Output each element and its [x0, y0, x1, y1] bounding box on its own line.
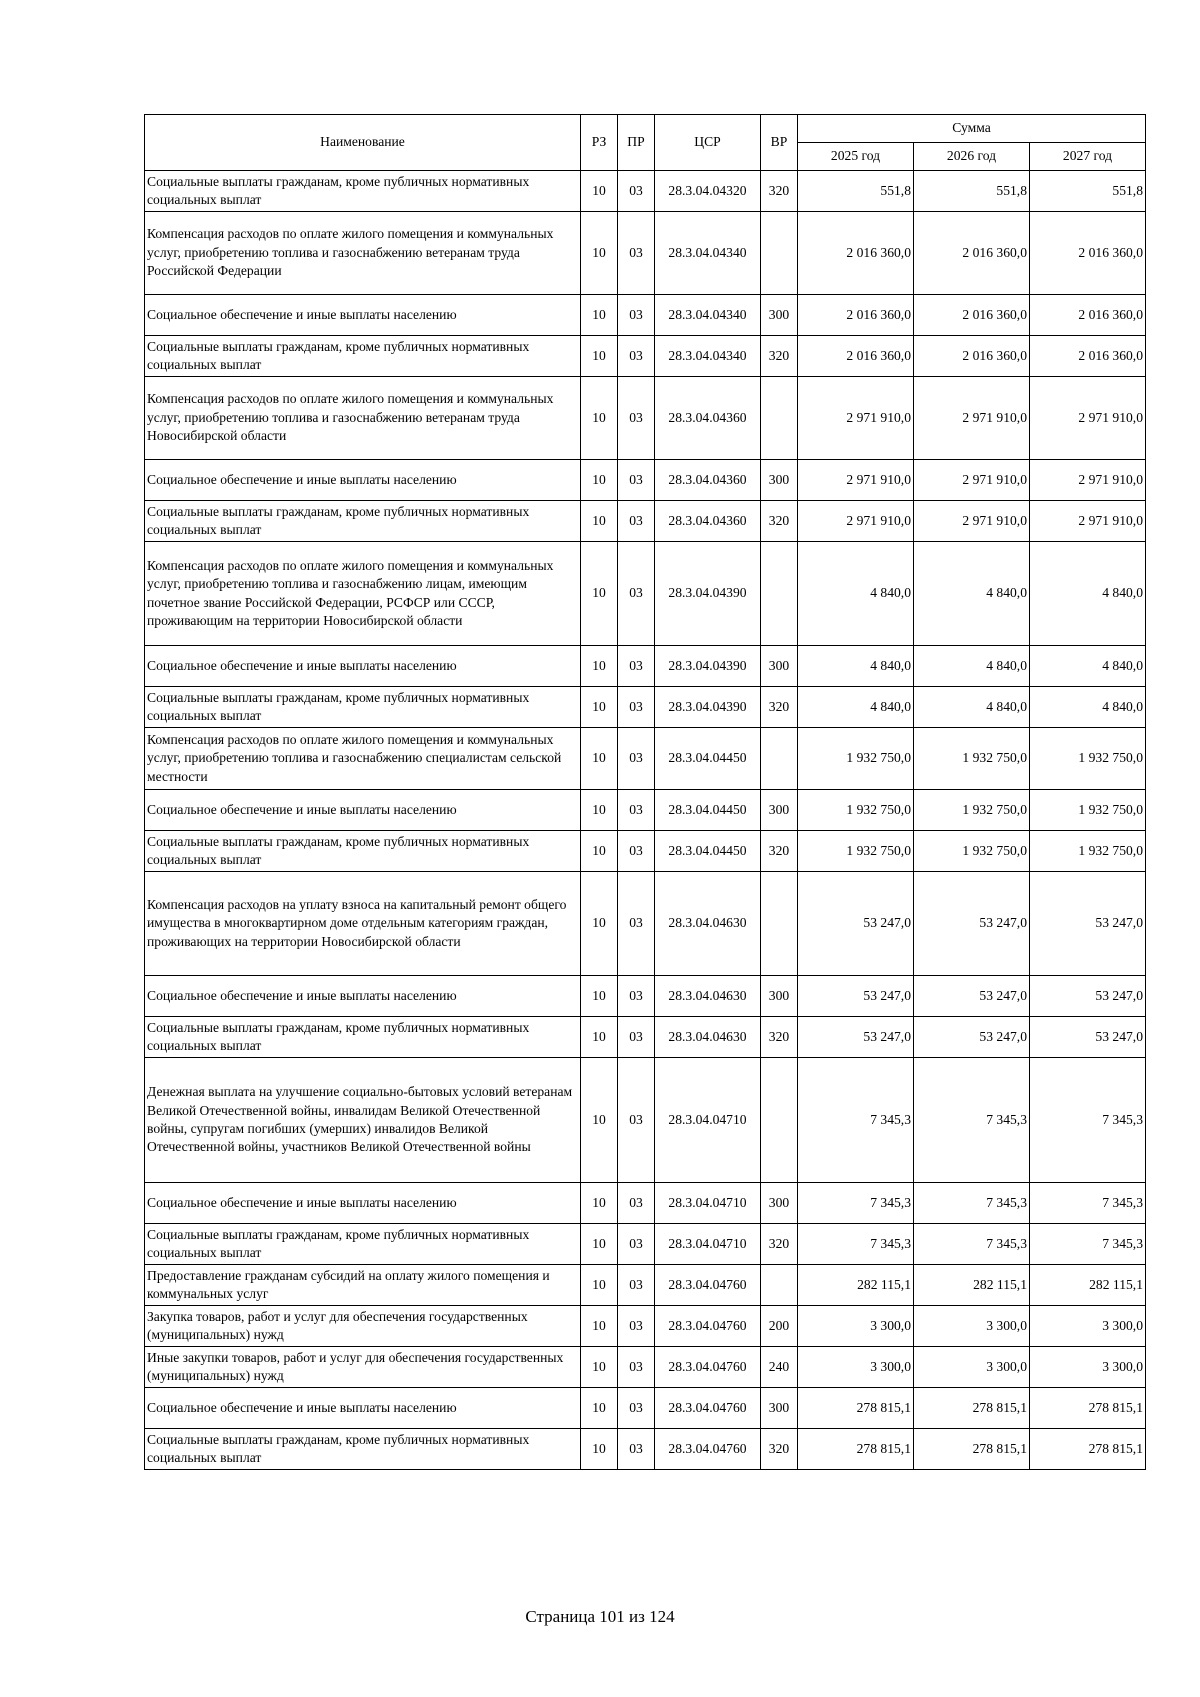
row-pr: 03 — [618, 1388, 655, 1429]
row-pr: 03 — [618, 1183, 655, 1224]
row-csr: 28.3.04.04390 — [655, 646, 761, 687]
table-row — [145, 790, 1146, 831]
row-amount-2027: 53 247,0 — [1030, 976, 1146, 1017]
row-pr: 03 — [618, 336, 655, 377]
row-name: Предоставление гражданам субсидий на оплату жилого помещения и коммунальных услуг — [145, 1265, 581, 1306]
row-rz: 10 — [581, 831, 618, 872]
row-pr: 03 — [618, 646, 655, 687]
row-vr: 320 — [761, 1224, 798, 1265]
row-name: Социальное обеспечение и иные выплаты населению — [145, 295, 581, 336]
row-vr: 320 — [761, 336, 798, 377]
row-pr: 03 — [618, 1347, 655, 1388]
row-amount-2027: 278 815,1 — [1030, 1429, 1146, 1470]
row-csr: 28.3.04.04360 — [655, 460, 761, 501]
row-vr: 300 — [761, 976, 798, 1017]
table-row — [145, 1347, 1146, 1388]
row-rz: 10 — [581, 646, 618, 687]
row-rz: 10 — [581, 790, 618, 831]
table-body — [145, 171, 1146, 1470]
row-amount-2025: 2 971 910,0 — [798, 460, 914, 501]
row-rz: 10 — [581, 872, 618, 976]
row-name: Социальное обеспечение и иные выплаты населению — [145, 646, 581, 687]
row-name: Социальное обеспечение и иные выплаты населению — [145, 1388, 581, 1429]
row-pr: 03 — [618, 1058, 655, 1183]
row-amount-2026: 4 840,0 — [914, 687, 1030, 728]
row-pr: 03 — [618, 377, 655, 460]
row-name: Денежная выплата на улучшение социально-бытовых условий ветеранам Великой Отечественной войны, инвалидам Великой Отечественной войны, супругам погибших (умерших) инвалидов Великой Отечественной войны, участников Великой Отечественной войны — [145, 1058, 581, 1183]
row-amount-2026: 7 345,3 — [914, 1224, 1030, 1265]
row-vr: 320 — [761, 1017, 798, 1058]
row-amount-2027: 282 115,1 — [1030, 1265, 1146, 1306]
row-rz: 10 — [581, 212, 618, 295]
row-amount-2025: 53 247,0 — [798, 872, 914, 976]
row-name: Компенсация расходов на уплату взноса на капитальный ремонт общего имущества в многоквартирном доме отдельным категориям граждан, проживающих на территории Новосибирской области — [145, 872, 581, 976]
row-vr: 300 — [761, 646, 798, 687]
row-amount-2026: 7 345,3 — [914, 1183, 1030, 1224]
row-amount-2025: 278 815,1 — [798, 1429, 914, 1470]
row-amount-2027: 1 932 750,0 — [1030, 831, 1146, 872]
row-amount-2027: 2 016 360,0 — [1030, 212, 1146, 295]
row-vr — [761, 1058, 798, 1183]
header-2027: 2027 год — [1030, 143, 1146, 171]
row-csr: 28.3.04.04760 — [655, 1429, 761, 1470]
row-name: Социальное обеспечение и иные выплаты населению — [145, 976, 581, 1017]
row-vr — [761, 212, 798, 295]
table-row — [145, 1265, 1146, 1306]
row-amount-2026: 2 016 360,0 — [914, 295, 1030, 336]
row-pr: 03 — [618, 542, 655, 646]
row-rz: 10 — [581, 460, 618, 501]
row-amount-2026: 282 115,1 — [914, 1265, 1030, 1306]
row-amount-2027: 3 300,0 — [1030, 1306, 1146, 1347]
row-csr: 28.3.04.04340 — [655, 295, 761, 336]
row-rz: 10 — [581, 728, 618, 790]
row-pr: 03 — [618, 1224, 655, 1265]
row-amount-2025: 7 345,3 — [798, 1224, 914, 1265]
table-row — [145, 728, 1146, 790]
row-csr: 28.3.04.04390 — [655, 687, 761, 728]
row-pr: 03 — [618, 831, 655, 872]
row-csr: 28.3.04.04360 — [655, 501, 761, 542]
row-name: Компенсация расходов по оплате жилого помещения и коммунальных услуг, приобретению топлива и газоснабжению лицам, имеющим почетное звание Российской Федерации, РСФСР или СССР, проживающим на территории Новосибирской области — [145, 542, 581, 646]
row-name: Социальное обеспечение и иные выплаты населению — [145, 790, 581, 831]
row-vr: 300 — [761, 295, 798, 336]
table-row — [145, 1017, 1146, 1058]
row-amount-2027: 1 932 750,0 — [1030, 790, 1146, 831]
table-row — [145, 542, 1146, 646]
row-name: Социальные выплаты гражданам, кроме публичных нормативных социальных выплат — [145, 831, 581, 872]
row-amount-2027: 3 300,0 — [1030, 1347, 1146, 1388]
row-name: Социальные выплаты гражданам, кроме публичных нормативных социальных выплат — [145, 1017, 581, 1058]
table-row — [145, 460, 1146, 501]
row-amount-2027: 4 840,0 — [1030, 646, 1146, 687]
row-pr: 03 — [618, 1265, 655, 1306]
row-amount-2027: 7 345,3 — [1030, 1224, 1146, 1265]
row-name: Социальное обеспечение и иные выплаты населению — [145, 460, 581, 501]
row-vr — [761, 377, 798, 460]
row-pr: 03 — [618, 687, 655, 728]
row-amount-2026: 551,8 — [914, 171, 1030, 212]
table-row — [145, 646, 1146, 687]
row-csr: 28.3.04.04450 — [655, 790, 761, 831]
row-amount-2026: 2 971 910,0 — [914, 460, 1030, 501]
row-amount-2025: 4 840,0 — [798, 542, 914, 646]
row-amount-2025: 2 971 910,0 — [798, 501, 914, 542]
row-pr: 03 — [618, 790, 655, 831]
row-amount-2027: 53 247,0 — [1030, 872, 1146, 976]
row-amount-2027: 4 840,0 — [1030, 542, 1146, 646]
row-rz: 10 — [581, 1265, 618, 1306]
row-amount-2025: 4 840,0 — [798, 646, 914, 687]
row-vr: 320 — [761, 687, 798, 728]
row-pr: 03 — [618, 212, 655, 295]
row-rz: 10 — [581, 1429, 618, 1470]
row-amount-2025: 53 247,0 — [798, 976, 914, 1017]
row-csr: 28.3.04.04630 — [655, 976, 761, 1017]
row-amount-2025: 2 971 910,0 — [798, 377, 914, 460]
table-row — [145, 212, 1146, 295]
row-amount-2027: 2 971 910,0 — [1030, 377, 1146, 460]
row-amount-2026: 1 932 750,0 — [914, 728, 1030, 790]
row-csr: 28.3.04.04630 — [655, 872, 761, 976]
row-amount-2025: 278 815,1 — [798, 1388, 914, 1429]
table-header — [145, 115, 1146, 171]
row-vr: 240 — [761, 1347, 798, 1388]
header-vr: ВР — [761, 115, 798, 171]
table-row — [145, 377, 1146, 460]
row-amount-2025: 3 300,0 — [798, 1306, 914, 1347]
table-row — [145, 831, 1146, 872]
row-pr: 03 — [618, 1429, 655, 1470]
row-rz: 10 — [581, 1347, 618, 1388]
row-pr: 03 — [618, 501, 655, 542]
row-rz: 10 — [581, 336, 618, 377]
header-sum: Сумма — [798, 115, 1146, 143]
row-amount-2026: 2 016 360,0 — [914, 336, 1030, 377]
row-vr: 320 — [761, 831, 798, 872]
row-csr: 28.3.04.04760 — [655, 1388, 761, 1429]
row-name: Закупка товаров, работ и услуг для обеспечения государственных (муниципальных) нужд — [145, 1306, 581, 1347]
row-amount-2025: 7 345,3 — [798, 1183, 914, 1224]
header-name: Наименование — [145, 115, 581, 171]
header-rz: РЗ — [581, 115, 618, 171]
row-amount-2027: 7 345,3 — [1030, 1058, 1146, 1183]
row-rz: 10 — [581, 1183, 618, 1224]
row-amount-2026: 2 016 360,0 — [914, 212, 1030, 295]
row-rz: 10 — [581, 501, 618, 542]
row-csr: 28.3.04.04340 — [655, 212, 761, 295]
row-amount-2026: 53 247,0 — [914, 976, 1030, 1017]
row-rz: 10 — [581, 1306, 618, 1347]
row-rz: 10 — [581, 295, 618, 336]
row-amount-2027: 551,8 — [1030, 171, 1146, 212]
row-csr: 28.3.04.04450 — [655, 831, 761, 872]
row-amount-2027: 2 016 360,0 — [1030, 336, 1146, 377]
row-vr: 300 — [761, 460, 798, 501]
row-csr: 28.3.04.04710 — [655, 1183, 761, 1224]
row-amount-2025: 282 115,1 — [798, 1265, 914, 1306]
table-row — [145, 1183, 1146, 1224]
row-vr — [761, 542, 798, 646]
row-name: Социальные выплаты гражданам, кроме публичных нормативных социальных выплат — [145, 171, 581, 212]
table-row — [145, 872, 1146, 976]
row-vr: 300 — [761, 1388, 798, 1429]
row-csr: 28.3.04.04360 — [655, 377, 761, 460]
row-amount-2027: 2 971 910,0 — [1030, 501, 1146, 542]
row-amount-2026: 2 971 910,0 — [914, 501, 1030, 542]
row-pr: 03 — [618, 976, 655, 1017]
row-amount-2026: 1 932 750,0 — [914, 831, 1030, 872]
row-amount-2026: 53 247,0 — [914, 872, 1030, 976]
table-row — [145, 1429, 1146, 1470]
row-amount-2026: 278 815,1 — [914, 1429, 1030, 1470]
row-csr: 28.3.04.04340 — [655, 336, 761, 377]
row-vr — [761, 1265, 798, 1306]
row-csr: 28.3.04.04760 — [655, 1347, 761, 1388]
row-rz: 10 — [581, 542, 618, 646]
row-amount-2026: 3 300,0 — [914, 1306, 1030, 1347]
row-rz: 10 — [581, 171, 618, 212]
row-amount-2025: 1 932 750,0 — [798, 831, 914, 872]
row-amount-2027: 4 840,0 — [1030, 687, 1146, 728]
row-name: Социальные выплаты гражданам, кроме публичных нормативных социальных выплат — [145, 1429, 581, 1470]
row-rz: 10 — [581, 976, 618, 1017]
row-pr: 03 — [618, 872, 655, 976]
table-row — [145, 336, 1146, 377]
header-2025: 2025 год — [798, 143, 914, 171]
row-vr — [761, 872, 798, 976]
row-vr: 200 — [761, 1306, 798, 1347]
row-name: Социальные выплаты гражданам, кроме публичных нормативных социальных выплат — [145, 501, 581, 542]
row-csr: 28.3.04.04320 — [655, 171, 761, 212]
row-vr — [761, 728, 798, 790]
table-row — [145, 1224, 1146, 1265]
row-amount-2026: 53 247,0 — [914, 1017, 1030, 1058]
row-amount-2025: 53 247,0 — [798, 1017, 914, 1058]
header-pr: ПР — [618, 115, 655, 171]
row-rz: 10 — [581, 1388, 618, 1429]
row-vr: 300 — [761, 790, 798, 831]
row-name: Компенсация расходов по оплате жилого помещения и коммунальных услуг, приобретению топлива и газоснабжению ветеранам труда Российской Федерации — [145, 212, 581, 295]
row-rz: 10 — [581, 687, 618, 728]
row-name: Социальные выплаты гражданам, кроме публичных нормативных социальных выплат — [145, 687, 581, 728]
row-amount-2026: 278 815,1 — [914, 1388, 1030, 1429]
row-csr: 28.3.04.04390 — [655, 542, 761, 646]
row-amount-2026: 2 971 910,0 — [914, 377, 1030, 460]
table-row — [145, 1306, 1146, 1347]
row-name: Компенсация расходов по оплате жилого помещения и коммунальных услуг, приобретению топлива и газоснабжению специалистам сельской местности — [145, 728, 581, 790]
row-pr: 03 — [618, 171, 655, 212]
row-amount-2027: 1 932 750,0 — [1030, 728, 1146, 790]
row-vr: 300 — [761, 1183, 798, 1224]
table-row — [145, 295, 1146, 336]
row-amount-2027: 2 016 360,0 — [1030, 295, 1146, 336]
row-amount-2025: 2 016 360,0 — [798, 336, 914, 377]
row-amount-2025: 3 300,0 — [798, 1347, 914, 1388]
row-amount-2025: 1 932 750,0 — [798, 790, 914, 831]
row-name: Социальные выплаты гражданам, кроме публичных нормативных социальных выплат — [145, 1224, 581, 1265]
table-row — [145, 1388, 1146, 1429]
row-amount-2025: 4 840,0 — [798, 687, 914, 728]
row-amount-2026: 4 840,0 — [914, 646, 1030, 687]
row-csr: 28.3.04.04760 — [655, 1306, 761, 1347]
row-amount-2027: 7 345,3 — [1030, 1183, 1146, 1224]
table-row — [145, 1058, 1146, 1183]
row-csr: 28.3.04.04710 — [655, 1224, 761, 1265]
row-amount-2027: 53 247,0 — [1030, 1017, 1146, 1058]
row-pr: 03 — [618, 460, 655, 501]
row-amount-2026: 7 345,3 — [914, 1058, 1030, 1183]
row-pr: 03 — [618, 1017, 655, 1058]
row-name: Иные закупки товаров, работ и услуг для обеспечения государственных (муниципальных) нужд — [145, 1347, 581, 1388]
row-pr: 03 — [618, 295, 655, 336]
row-name: Социальное обеспечение и иные выплаты населению — [145, 1183, 581, 1224]
row-amount-2026: 4 840,0 — [914, 542, 1030, 646]
page-number: Страница 101 из 124 — [525, 1607, 675, 1626]
row-amount-2026: 1 932 750,0 — [914, 790, 1030, 831]
row-csr: 28.3.04.04630 — [655, 1017, 761, 1058]
row-pr: 03 — [618, 728, 655, 790]
row-amount-2025: 1 932 750,0 — [798, 728, 914, 790]
row-amount-2027: 2 971 910,0 — [1030, 460, 1146, 501]
table-row — [145, 171, 1146, 212]
table-row — [145, 687, 1146, 728]
row-rz: 10 — [581, 377, 618, 460]
row-amount-2026: 3 300,0 — [914, 1347, 1030, 1388]
header-2026: 2026 год — [914, 143, 1030, 171]
row-vr: 320 — [761, 171, 798, 212]
header-csr: ЦСР — [655, 115, 761, 171]
row-csr: 28.3.04.04710 — [655, 1058, 761, 1183]
row-pr: 03 — [618, 1306, 655, 1347]
row-amount-2025: 7 345,3 — [798, 1058, 914, 1183]
row-csr: 28.3.04.04760 — [655, 1265, 761, 1306]
row-name: Компенсация расходов по оплате жилого помещения и коммунальных услуг, приобретению топлива и газоснабжению ветеранам труда Новосибирской области — [145, 377, 581, 460]
row-vr: 320 — [761, 501, 798, 542]
row-amount-2025: 2 016 360,0 — [798, 295, 914, 336]
row-amount-2027: 278 815,1 — [1030, 1388, 1146, 1429]
row-vr: 320 — [761, 1429, 798, 1470]
budget-table — [144, 114, 1146, 1470]
row-rz: 10 — [581, 1224, 618, 1265]
row-rz: 10 — [581, 1017, 618, 1058]
row-name: Социальные выплаты гражданам, кроме публичных нормативных социальных выплат — [145, 336, 581, 377]
row-rz: 10 — [581, 1058, 618, 1183]
row-amount-2025: 551,8 — [798, 171, 914, 212]
row-csr: 28.3.04.04450 — [655, 728, 761, 790]
row-amount-2025: 2 016 360,0 — [798, 212, 914, 295]
table-row — [145, 976, 1146, 1017]
table-row — [145, 501, 1146, 542]
